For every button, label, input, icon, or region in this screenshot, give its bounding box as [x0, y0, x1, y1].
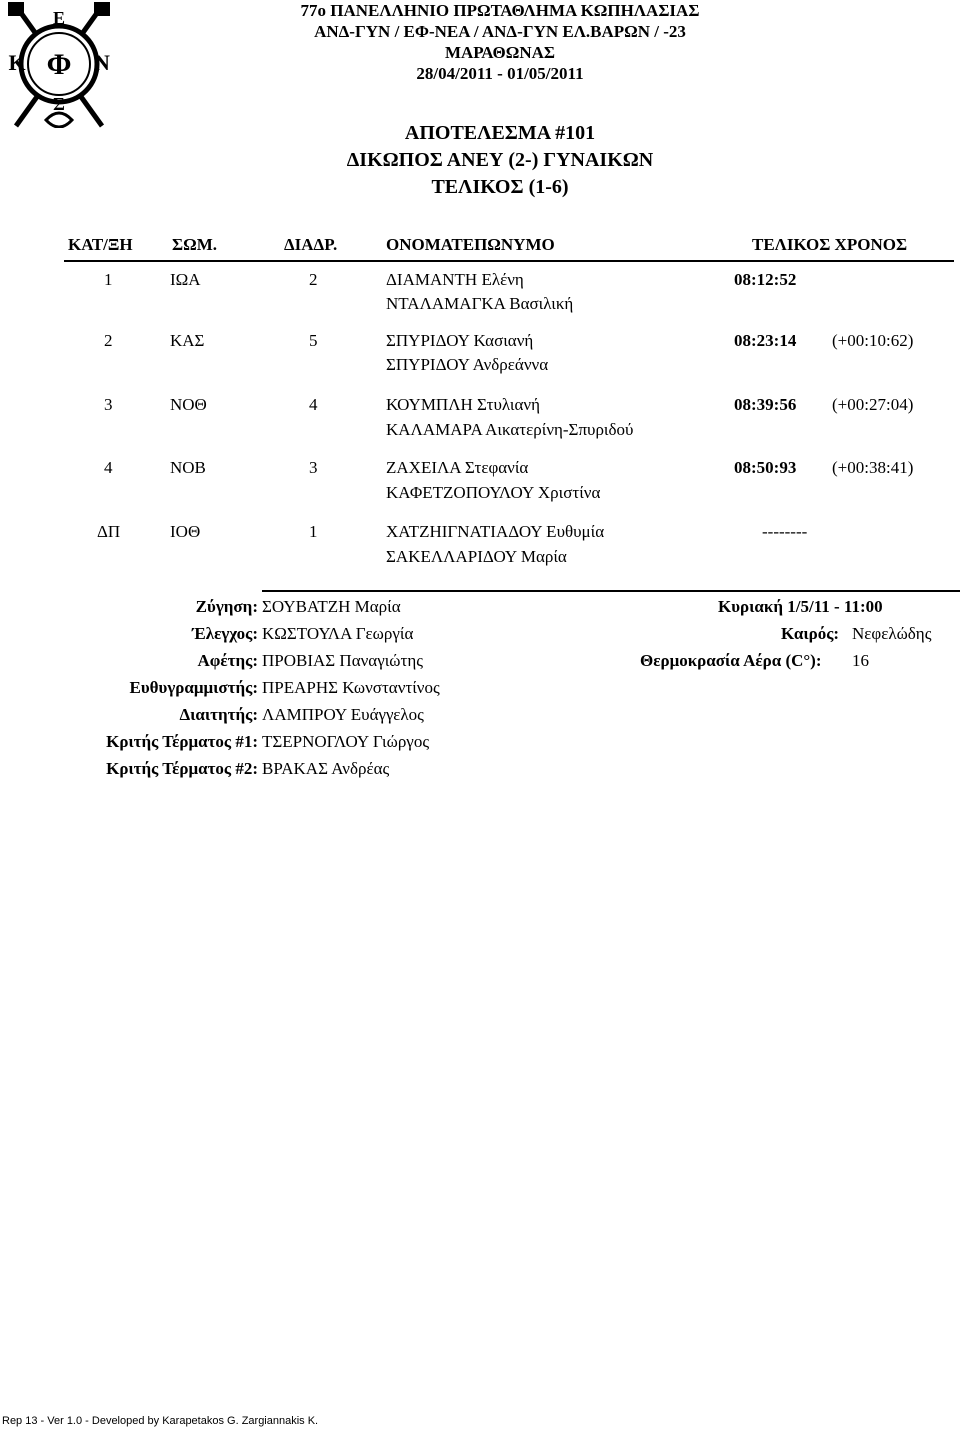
official-value: ΠΡΕΑΡΗΣ Κωνσταντίνος: [262, 678, 440, 697]
athlete-name-1: ΚΟΥΜΠΛΗ Στυλιανή: [386, 395, 540, 414]
official-value: ΤΣΕΡΝΟΓΛΟΥ Γιώργος: [262, 732, 430, 751]
official-label: Διαιτητής:: [179, 705, 258, 724]
temperature-label: Θερμοκρασία Αέρα (C°):: [640, 651, 822, 670]
col-time-header: ΤΕΛΙΚΟΣ ΧΡΟΝΟΣ: [752, 235, 908, 254]
official-label: Έλεγχος:: [192, 624, 258, 643]
club: ΚΑΣ: [170, 331, 205, 350]
final-time: 08:50:93: [734, 458, 797, 477]
lane: 1: [309, 522, 318, 541]
logo-letter-s: Σ: [53, 94, 65, 114]
weather-value: Νεφελώδης: [852, 624, 932, 643]
race-stage: ΤΕΛΙΚΟΣ (1-6): [431, 176, 569, 198]
official-label: Αφέτης:: [197, 651, 258, 670]
report-footer: Rep 13 - Ver 1.0 - Developed by Karapetakos G. Zargiannakis K.: [2, 1415, 319, 1427]
athlete-name-2: ΝΤΑΛΑΜΑΓΚΑ Βασιλική: [386, 294, 574, 313]
event-dates: 28/04/2011 - 01/05/2011: [416, 64, 584, 83]
final-time: --------: [762, 522, 808, 541]
official-label: Κριτής Τέρματος #2:: [106, 759, 258, 778]
athlete-name-1: ΣΠΥΡΙΔΟΥ Κασιανή: [386, 331, 534, 350]
athlete-name-2: ΚΑΦΕΤΖΟΠΟΥΛΟΥ Χριστίνα: [386, 483, 601, 502]
officials-divider: [262, 590, 960, 592]
club: ΙΟΘ: [170, 522, 201, 541]
official-label: Κριτής Τέρματος #1:: [106, 732, 258, 751]
result-number: ΑΠΟΤΕΛΕΣΜΑ #101: [404, 122, 596, 144]
logo-letter-k: Κ: [8, 50, 26, 75]
logo-letter-n: Ν: [94, 50, 110, 75]
club: ΝΟΘ: [170, 395, 207, 414]
rank: 4: [104, 458, 113, 477]
lane: 2: [309, 270, 318, 289]
temperature-value: 16: [852, 651, 869, 670]
venue: ΜΑΡΑΘΩΝΑΣ: [444, 43, 555, 62]
club: ΙΩΑ: [170, 270, 201, 289]
rank: 1: [104, 270, 113, 289]
athlete-name-1: ΧΑΤΖΗΙΓΝΑΤΙΑΔΟΥ Ευθυμία: [386, 522, 605, 541]
federation-logo: [2, 2, 117, 128]
logo-letter-e: Ε: [52, 8, 66, 28]
race-datetime: Κυριακή 1/5/11 - 11:00: [718, 597, 883, 616]
official-label: Ζύγηση:: [195, 597, 258, 616]
weather-label: Καιρός:: [781, 624, 840, 643]
header-divider: [64, 260, 954, 262]
official-label: Ευθυγραμμιστής:: [129, 678, 258, 697]
championship-title: 77ο ΠΑΝΕΛΛΗΝΙΟ ΠΡΩΤΑΘΛΗΜΑ ΚΩΠΗΛΑΣΙΑΣ: [300, 1, 700, 20]
col-lane-header: ΔΙΑΔΡ.: [284, 235, 338, 254]
official-value: ΠΡΟΒΙΑΣ Παναγιώτης: [262, 651, 423, 670]
time-diff: (+00:10:62): [832, 331, 914, 350]
categories-line: ΑΝΔ-ΓΥΝ / ΕΦ-ΝΕΑ / ΑΝΔ-ΓΥΝ ΕΛ.ΒΑΡΩΝ / -23: [314, 22, 686, 41]
official-value: ΣΟΥΒΑΤΖΗ Μαρία: [262, 597, 401, 616]
rank: 2: [104, 331, 113, 350]
lane: 5: [309, 331, 318, 350]
official-value: ΒΡΑΚΑΣ Ανδρέας: [262, 759, 390, 778]
time-diff: (+00:27:04): [832, 395, 914, 414]
athlete-name-1: ΔΙΑΜΑΝΤΗ Ελένη: [386, 270, 524, 289]
athlete-name-2: ΣΑΚΕΛΛΑΡΙΔΟΥ Μαρία: [386, 547, 567, 566]
event-name: ΔΙΚΩΠΟΣ ΑΝΕΥ (2-) ΓΥΝΑΙΚΩΝ: [346, 149, 654, 171]
lane: 4: [309, 395, 318, 414]
athlete-name-2: ΣΠΥΡΙΔΟΥ Ανδρεάννα: [386, 355, 549, 374]
lane: 3: [309, 458, 318, 477]
athlete-name-1: ΖΑΧΕΙΛΑ Στεφανία: [386, 458, 529, 477]
rank: ΔΠ: [97, 522, 121, 541]
club: ΝΟΒ: [170, 458, 206, 477]
col-rank-header: ΚΑΤ/ΞΗ: [68, 235, 133, 254]
col-name-header: ΟΝΟΜΑΤΕΠΩΝΥΜΟ: [386, 235, 555, 254]
col-club-header: ΣΩΜ.: [172, 235, 218, 254]
logo-letter-f: Φ: [46, 48, 72, 81]
athlete-name-2: ΚΑΛΑΜΑΡΑ Αικατερίνη-Σπυριδού: [386, 420, 634, 439]
final-time: 08:23:14: [734, 331, 797, 350]
final-time: 08:12:52: [734, 270, 797, 289]
official-value: ΛΑΜΠΡΟΥ Ευάγγελος: [262, 705, 424, 724]
time-diff: (+00:38:41): [832, 458, 914, 477]
rank: 3: [104, 395, 113, 414]
official-value: ΚΩΣΤΟΥΛΑ Γεωργία: [262, 624, 414, 643]
final-time: 08:39:56: [734, 395, 797, 414]
